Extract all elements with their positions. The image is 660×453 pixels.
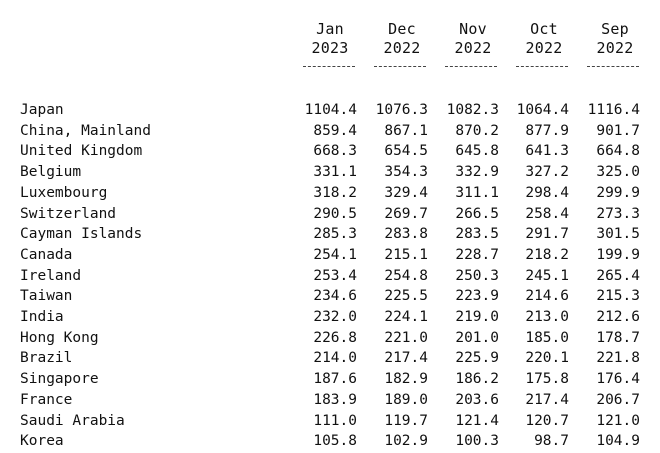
column-header-year: 2023 bbox=[311, 39, 349, 57]
country-name: Japan bbox=[20, 102, 64, 118]
country-name: India bbox=[20, 309, 64, 325]
value-cell: 213.0 bbox=[525, 309, 569, 325]
table-row bbox=[0, 245, 660, 265]
column-header-month: Dec bbox=[388, 20, 416, 38]
value-cell: 218.2 bbox=[525, 246, 569, 263]
value-cell: 867.1 bbox=[384, 122, 428, 139]
value-cell: 104.9 bbox=[596, 433, 640, 450]
value-cell: 183.9 bbox=[313, 391, 357, 408]
value-cell: 311.1 bbox=[455, 184, 499, 201]
value-cell: 870.2 bbox=[455, 122, 499, 139]
value-cell: 318.2 bbox=[313, 184, 357, 201]
value-cell: 178.7 bbox=[596, 329, 640, 346]
value-cell: 641.3 bbox=[525, 143, 569, 160]
value-cell: 214.0 bbox=[313, 350, 357, 367]
value-cell: 668.3 bbox=[313, 143, 357, 160]
value-cell: 266.5 bbox=[455, 205, 499, 222]
column-header-year: 2022 bbox=[596, 39, 634, 57]
column-header-jan-2023 bbox=[294, 20, 366, 58]
column-header-nov-2022 bbox=[437, 20, 509, 58]
value-cell: 120.7 bbox=[525, 412, 569, 429]
value-cell: 199.9 bbox=[596, 246, 640, 263]
value-cell: 258.4 bbox=[525, 205, 569, 222]
value-cell: 245.1 bbox=[525, 267, 569, 284]
table-row bbox=[0, 266, 660, 286]
table-row bbox=[0, 390, 660, 410]
value-cell: 225.9 bbox=[455, 350, 499, 367]
value-cell: 121.4 bbox=[455, 412, 499, 429]
country-name: China, Mainland bbox=[20, 122, 151, 139]
table-row bbox=[0, 100, 660, 120]
value-cell: 290.5 bbox=[313, 205, 357, 222]
value-cell: 221.8 bbox=[596, 350, 640, 367]
value-cell: 182.9 bbox=[384, 371, 428, 388]
value-cell: 221.0 bbox=[384, 329, 428, 346]
column-header-month: Nov bbox=[459, 20, 487, 38]
country-name: Taiwan bbox=[20, 288, 73, 305]
value-cell: 1064.4 bbox=[516, 102, 569, 118]
value-cell: 201.0 bbox=[455, 329, 499, 346]
value-cell: 664.8 bbox=[596, 143, 640, 160]
value-cell: 212.6 bbox=[596, 309, 640, 325]
value-cell: 254.8 bbox=[384, 267, 428, 284]
table-row bbox=[0, 411, 660, 431]
value-cell: 215.3 bbox=[596, 288, 640, 305]
value-cell: 291.7 bbox=[525, 226, 569, 243]
value-cell: 283.8 bbox=[384, 226, 428, 243]
column-header-month: Sep bbox=[601, 20, 629, 38]
header-rule bbox=[516, 66, 568, 67]
table-row bbox=[0, 307, 660, 327]
value-cell: 98.7 bbox=[534, 433, 569, 450]
value-cell: 102.9 bbox=[384, 433, 428, 450]
value-cell: 219.0 bbox=[455, 309, 499, 325]
value-cell: 265.4 bbox=[596, 267, 640, 284]
value-cell: 283.5 bbox=[455, 226, 499, 243]
table-row bbox=[0, 121, 660, 141]
value-cell: 189.0 bbox=[384, 391, 428, 408]
column-header-month: Jan bbox=[316, 20, 344, 38]
column-header-year: 2022 bbox=[383, 39, 421, 57]
header-rule bbox=[303, 66, 355, 67]
value-cell: 645.8 bbox=[455, 143, 499, 160]
value-cell: 1116.4 bbox=[587, 102, 640, 118]
table-row bbox=[0, 224, 660, 244]
table-row bbox=[0, 328, 660, 348]
value-cell: 329.4 bbox=[384, 184, 428, 201]
value-cell: 217.4 bbox=[384, 350, 428, 367]
value-cell: 121.0 bbox=[596, 412, 640, 429]
value-cell: 224.1 bbox=[384, 309, 428, 325]
header-rule bbox=[445, 66, 497, 67]
value-cell: 1082.3 bbox=[446, 102, 499, 118]
table-row bbox=[0, 183, 660, 203]
table-row bbox=[0, 369, 660, 389]
value-cell: 331.1 bbox=[313, 164, 357, 181]
value-cell: 217.4 bbox=[525, 391, 569, 408]
value-cell: 234.6 bbox=[313, 288, 357, 305]
table-row bbox=[0, 286, 660, 306]
country-name: Brazil bbox=[20, 350, 73, 367]
country-name: Canada bbox=[20, 246, 73, 263]
value-cell: 223.9 bbox=[455, 288, 499, 305]
table-row bbox=[0, 162, 660, 182]
table-row bbox=[0, 141, 660, 161]
value-cell: 119.7 bbox=[384, 412, 428, 429]
value-cell: 220.1 bbox=[525, 350, 569, 367]
column-header-year: 2022 bbox=[525, 39, 563, 57]
value-cell: 299.9 bbox=[596, 184, 640, 201]
value-cell: 654.5 bbox=[384, 143, 428, 160]
country-name: Belgium bbox=[20, 164, 82, 181]
value-cell: 253.4 bbox=[313, 267, 357, 284]
value-cell: 298.4 bbox=[525, 184, 569, 201]
table-row bbox=[0, 348, 660, 368]
value-cell: 354.3 bbox=[384, 164, 428, 181]
value-cell: 100.3 bbox=[455, 433, 499, 450]
column-header-month: Oct bbox=[530, 20, 558, 38]
value-cell: 273.3 bbox=[596, 205, 640, 222]
value-cell: 111.0 bbox=[313, 412, 357, 429]
country-name: Korea bbox=[20, 433, 64, 450]
value-cell: 1076.3 bbox=[375, 102, 428, 118]
column-header-dec-2022 bbox=[366, 20, 438, 58]
country-name: France bbox=[20, 391, 73, 408]
column-header-year: 2022 bbox=[454, 39, 492, 57]
value-cell: 176.4 bbox=[596, 371, 640, 388]
header-rule bbox=[374, 66, 426, 67]
value-cell: 327.2 bbox=[525, 164, 569, 181]
table-row bbox=[0, 204, 660, 224]
country-name: Cayman Islands bbox=[20, 226, 143, 243]
table-row bbox=[0, 431, 660, 451]
value-cell: 232.0 bbox=[313, 309, 357, 325]
country-name: Singapore bbox=[20, 371, 99, 388]
country-name: Saudi Arabia bbox=[20, 412, 125, 429]
column-header-oct-2022 bbox=[508, 20, 580, 58]
value-cell: 225.5 bbox=[384, 288, 428, 305]
value-cell: 105.8 bbox=[313, 433, 357, 450]
value-cell: 186.2 bbox=[455, 371, 499, 388]
value-cell: 185.0 bbox=[525, 329, 569, 346]
value-cell: 269.7 bbox=[384, 205, 428, 222]
country-name: Luxembourg bbox=[20, 184, 108, 201]
value-cell: 228.7 bbox=[455, 246, 499, 263]
value-cell: 877.9 bbox=[525, 122, 569, 139]
header-rule bbox=[587, 66, 639, 67]
country-name: Hong Kong bbox=[20, 329, 99, 346]
value-cell: 187.6 bbox=[313, 371, 357, 388]
value-cell: 325.0 bbox=[596, 164, 640, 181]
value-cell: 215.1 bbox=[384, 246, 428, 263]
value-cell: 214.6 bbox=[525, 288, 569, 305]
country-name: Ireland bbox=[20, 267, 82, 284]
value-cell: 901.7 bbox=[596, 122, 640, 139]
value-cell: 226.8 bbox=[313, 329, 357, 346]
country-name: United Kingdom bbox=[20, 143, 143, 160]
value-cell: 206.7 bbox=[596, 391, 640, 408]
value-cell: 203.6 bbox=[455, 391, 499, 408]
column-header-sep-2022 bbox=[579, 20, 651, 58]
value-cell: 332.9 bbox=[455, 164, 499, 181]
value-cell: 285.3 bbox=[313, 226, 357, 243]
value-cell: 301.5 bbox=[596, 226, 640, 243]
value-cell: 1104.4 bbox=[304, 102, 357, 118]
value-cell: 175.8 bbox=[525, 371, 569, 388]
value-cell: 254.1 bbox=[313, 246, 357, 263]
country-name: Switzerland bbox=[20, 205, 117, 222]
value-cell: 859.4 bbox=[313, 122, 357, 139]
value-cell: 250.3 bbox=[455, 267, 499, 284]
